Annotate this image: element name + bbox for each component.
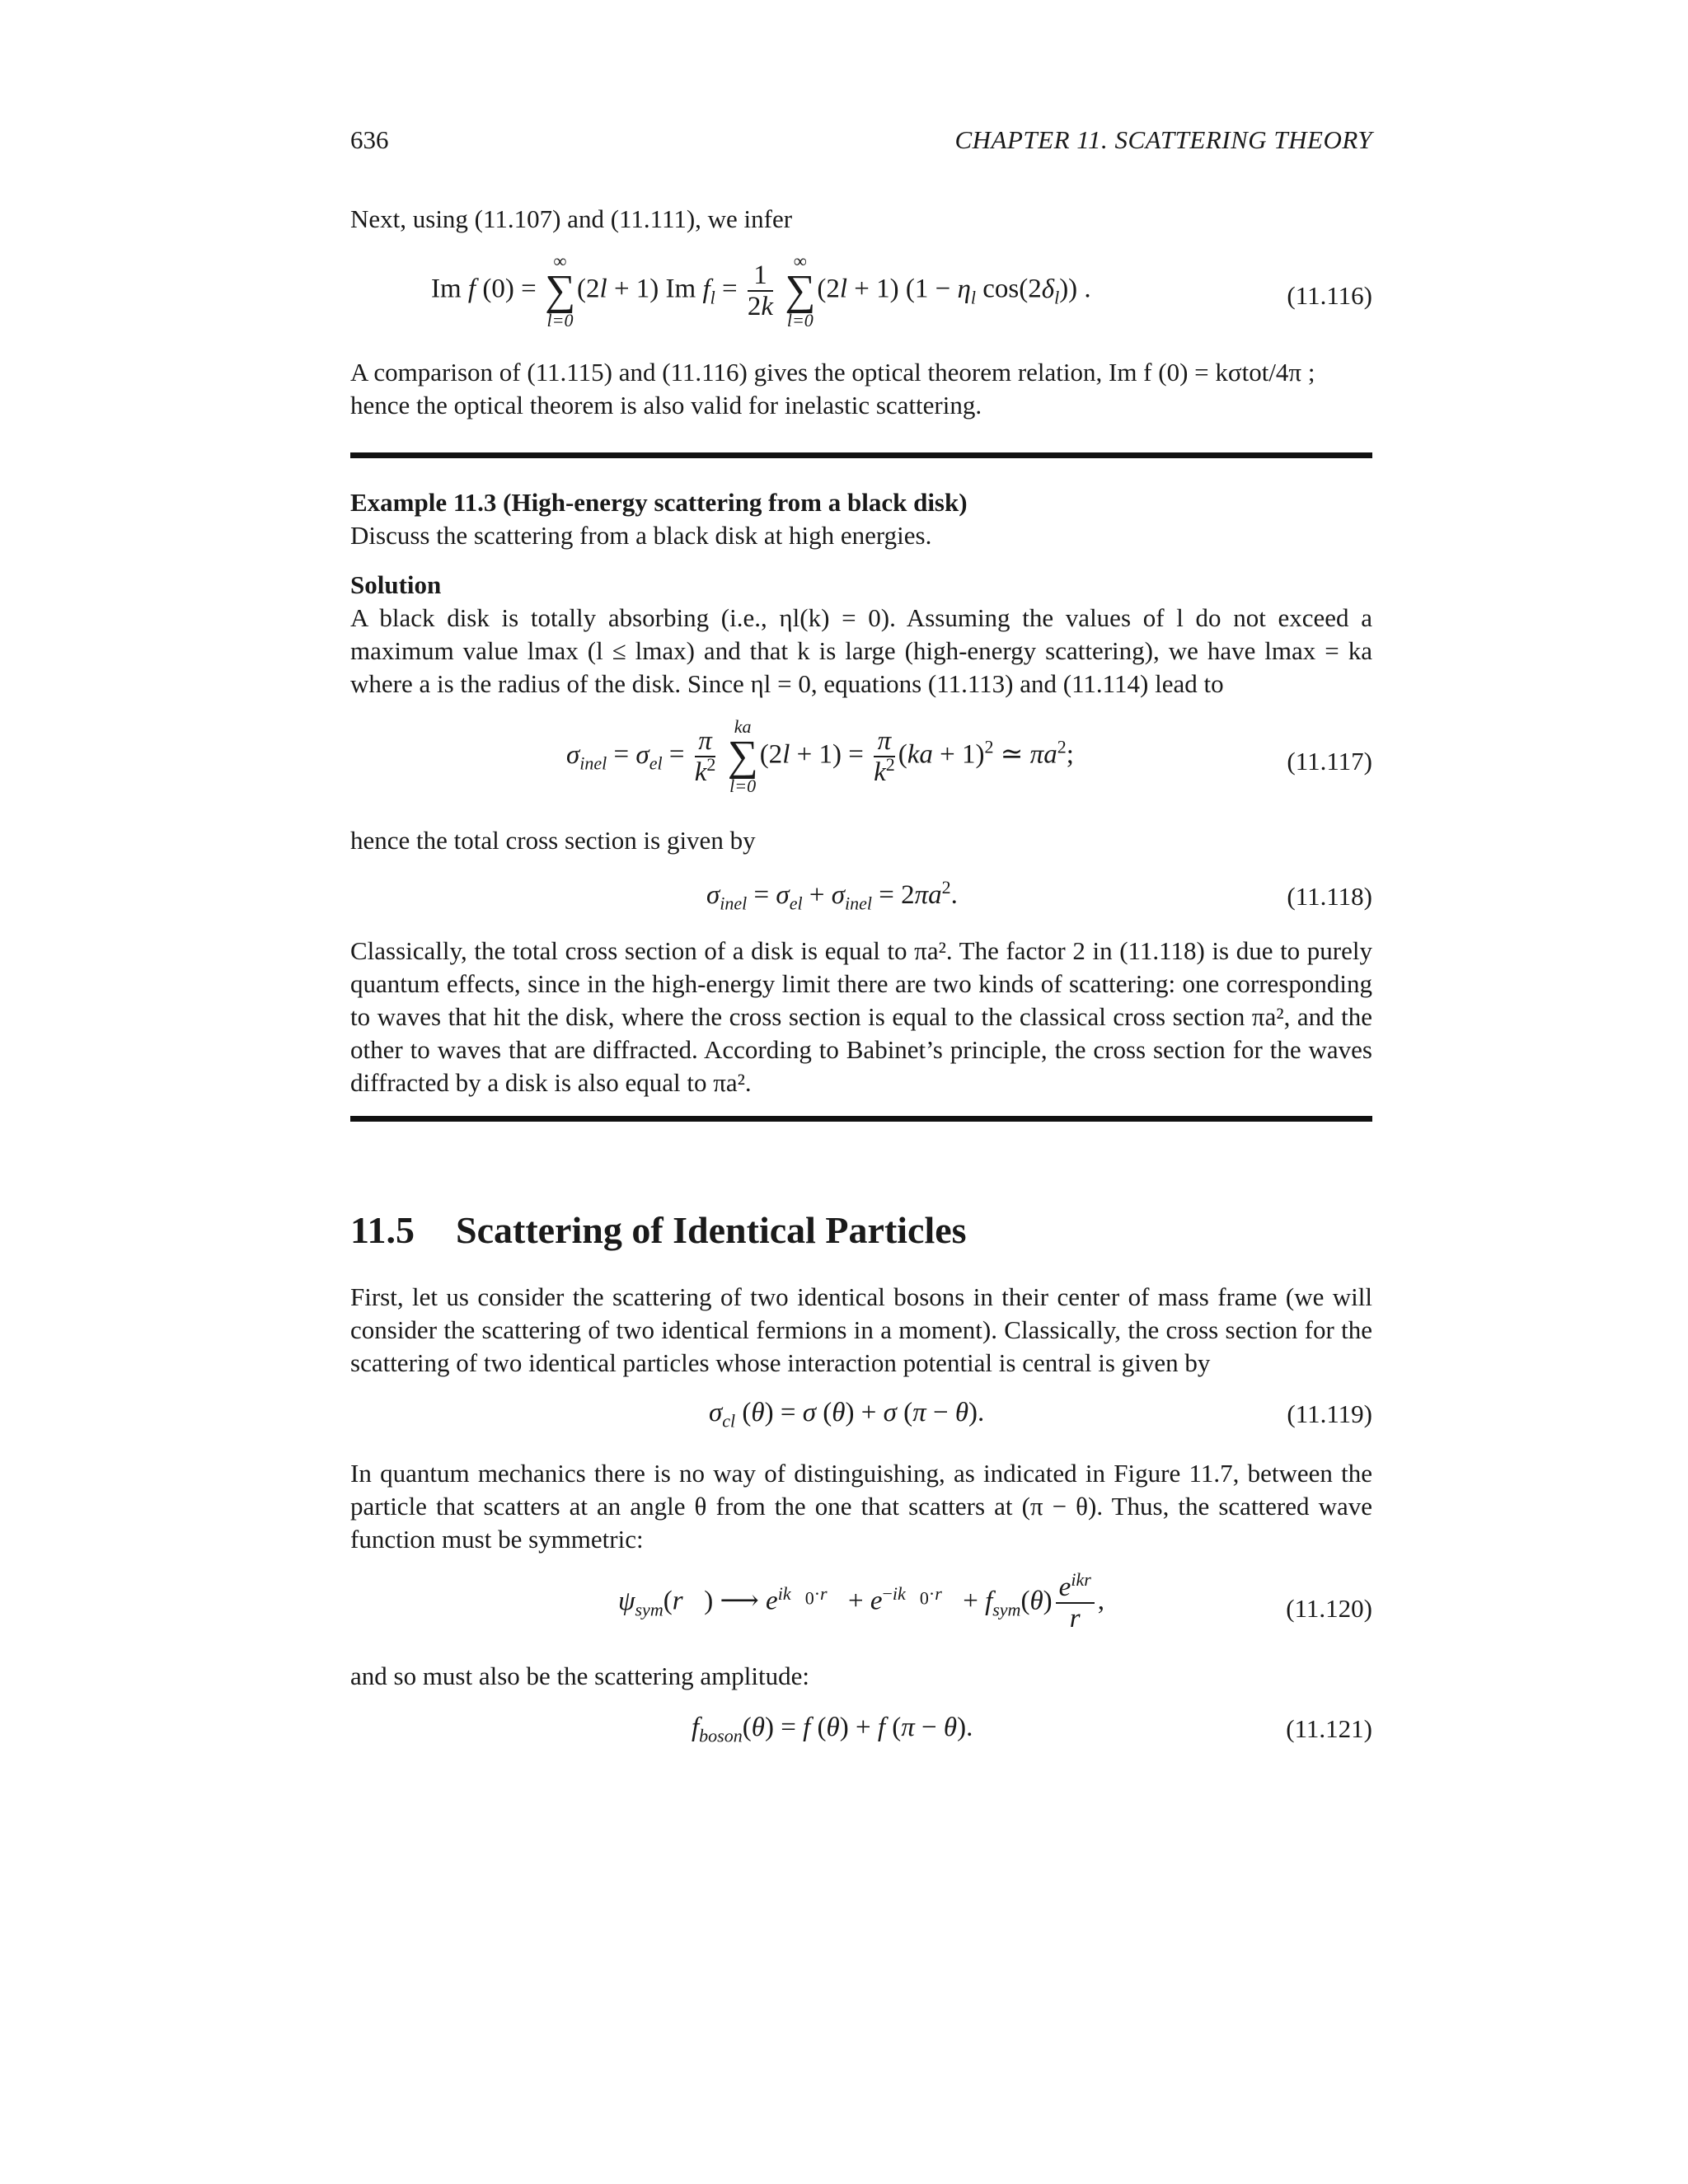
paragraph-amplitude: and so must also be the scattering amplitude: [350,1661,810,1690]
intro-text: Next, using (11.107) and (11.111), we infer [350,204,793,233]
section-number: 11.5 [350,1209,415,1251]
solution-text: A black disk is totally absorbing (i.e., ηl(k) = 0). Assuming the values of l do not exceed a maximum value lmax (l ≤ lmax) and that k is large (high-energy scattering), we have lmax = ka where a is the radius of the disk. Since ηl = 0, equations (11.113) and (11.114) lead to [350,603,1372,698]
solution-heading: Solution [350,570,442,599]
section-title: Scattering of Identical Particles [456,1209,967,1251]
example-bottom-rule [350,1116,1372,1122]
equation-number: (11.116) [1287,281,1372,310]
equation-11-121: $f_{boson}(\theta) = f$ (θ) + f (π − θ). (11.121) [692,1713,1372,1746]
equation-number: (11.119) [1287,1399,1372,1428]
page-number: 636 [350,125,389,154]
paragraph-bosons: First, let us consider the scattering of two identical bosons in their center of mass frame (we will consider the scattering of two identical fermions in a moment). Classically, the cross section for the scattering of two identical particles whose interaction potential is central is given by [350,1282,1372,1377]
equation-11-120: $\psi_{sym}(r⃗)$ ⟶ $e^{ik⃗_0\cdot r⃗} + e^{-ik⃗_0\cdot r⃗} + f_{sym}(\theta)$ $\frac{e^{ikr}}{r}$ , (11.120) [618,1569,1372,1633]
equation-11-116: Im f (0) = ∞ ∑ l=0 (2l + 1) Im $f_l$ = $\frac{1}{2k}$ ∞ ∑ l=0 (2l + 1) ($1 - \eta_l$ $\cos(2\delta_l)$) . (11.116) [431,251,1372,330]
optical-theorem-line-1: A comparison of (11.115) and (11.116) gives the optical theorem relation, Im f (0) = kσtot/4π ; [350,358,1315,387]
equation-number: (11.120) [1286,1594,1372,1623]
example-prompt: Discuss the scattering from a black disk at high energies. [350,521,932,550]
example-title: Example 11.3 (High-energy scattering from a black disk) [350,488,968,517]
section-heading [350,1208,967,1252]
equation-11-117: $\sigma_{inel} = \sigma_{el}$ = $\frac{\pi}{k^2}$ ka ∑ l=0 (2l + 1) = $\frac{\pi}{k^2}$ (ka + 1)$^2$ ≃ $\pi a^2$; (11.117) [566,716,1372,796]
optical-theorem-line-2: hence the optical theorem is also valid for inelastic scattering. [350,391,982,419]
example-closing-text: Classically, the total cross section of a disk is equal to πa². The factor 2 in (11.118) is due to purely quantum effects, since in the high-energy limit there are two kinds of scattering: one corresponding to waves that hit the disk, where the cross section is equal to the classical cross section πa², and the other to waves that are diffracted. According to Babinet’s principle, the cross section for the waves diffracted by a disk is also equal to πa². [350,936,1372,1097]
equation-11-118: $\sigma_{inel} = \sigma_{el} + \sigma_{inel} = 2\pi a^2$. (11.118) [706,877,1372,914]
equation-number: (11.118) [1287,882,1372,911]
example-top-rule [350,452,1372,458]
paragraph-indistinguishable: In quantum mechanics there is no way of distinguishing, as indicated in Figure 11.7, between the particle that scatters at an angle θ from the one that scatters at (π − θ). Thus, the scattered wave function must be symmetric: [350,1459,1372,1554]
equation-number: (11.117) [1287,747,1372,776]
equation-number: (11.121) [1286,1714,1372,1743]
equation-11-119: $\sigma_{cl}$ (θ) = σ (θ) + σ (π − θ). (11.119) [709,1398,1372,1432]
chapter-title: CHAPTER 11. SCATTERING THEORY [954,125,1372,154]
between-equations-text: hence the total cross section is given by [350,826,756,855]
